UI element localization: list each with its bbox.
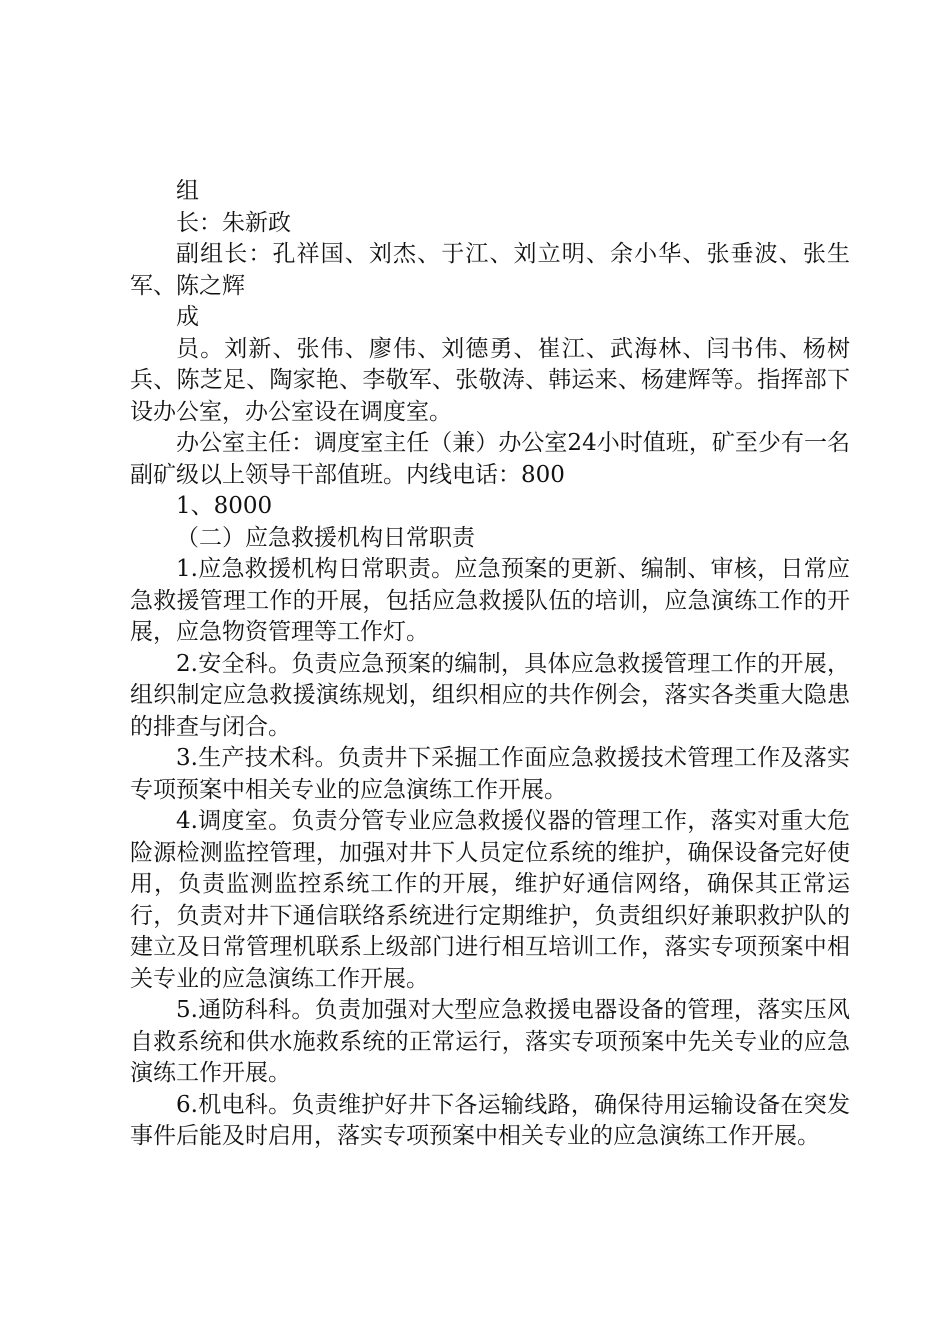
- paragraph-group-label: 组: [176, 178, 199, 204]
- paragraph-members: 员。刘新、张伟、廖伟、刘德勇、崔江、武海林、闫书伟、杨树兵、陈芝足、陶家艳、李敬军、张敬涛、韩运来、杨建辉等。指挥部下设办公室，办公室设在调度室。: [130, 335, 850, 425]
- paragraph-phone-extension: 1、8000: [176, 493, 273, 519]
- paragraph-group-leader: 长：朱新政: [176, 209, 291, 236]
- paragraph-duty-3: 3.生产技术科。负责井下采掘工作面应急救援技术管理工作及落实专项预案中相关专业的应急演练工作开展。: [130, 745, 850, 803]
- paragraph-deputy-leaders: 副组长：孔祥国、刘杰、于江、刘立明、余小华、张垂波、张生军、陈之辉: [130, 241, 850, 299]
- paragraph-duty-1: 1.应急救援机构日常职责。应急预案的更新、编制、审核，日常应急救援管理工作的开展，包括应急救援队伍的培训，应急演练工作的开展，应急物资管理等工作灯。: [130, 556, 850, 645]
- document-body: [130, 176, 850, 1153]
- paragraph-office-director: 办公室主任：调度室主任（兼）办公室24小时值班，矿至少有一名副矿级以上领导干部值班。内线电话：800: [130, 430, 850, 488]
- paragraph-duty-4: 4.调度室。负责分管专业应急救援仪器的管理工作，落实对重大危险源检测监控管理，加强对井下人员定位系统的维护，确保设备完好使用，负责监测监控系统工作的开展，维护好通信网络，确保其正常运行，负责对井下通信联络系统进行定期维护，负责组织好兼职救护队的建立及日常管理机联系上级部门进行相互培训工作，落实专项预案中相关专业的应急演练工作开展。: [130, 808, 850, 992]
- paragraph-duty-6: 6.机电科。负责维护好井下各运输线路，确保待用运输设备在突发事件后能及时启用，落实专项预案中相关专业的应急演练工作开展。: [130, 1091, 850, 1149]
- section-heading: （二）应急救援机构日常职责: [176, 524, 475, 551]
- paragraph-duty-2: 2.安全科。负责应急预案的编制，具体应急救援管理工作的开展，组织制定应急救援演练规划，组织相应的共作例会，落实各类重大隐患的排查与闭合。: [130, 650, 850, 740]
- paragraph-members-label: 成: [176, 304, 199, 330]
- paragraph-duty-5: 5.通防科科。负责加强对大型应急救援电器设备的管理，落实压风自救系统和供水施救系统的正常运行，落实专项预案中先关专业的应急演练工作开展。: [130, 997, 850, 1086]
